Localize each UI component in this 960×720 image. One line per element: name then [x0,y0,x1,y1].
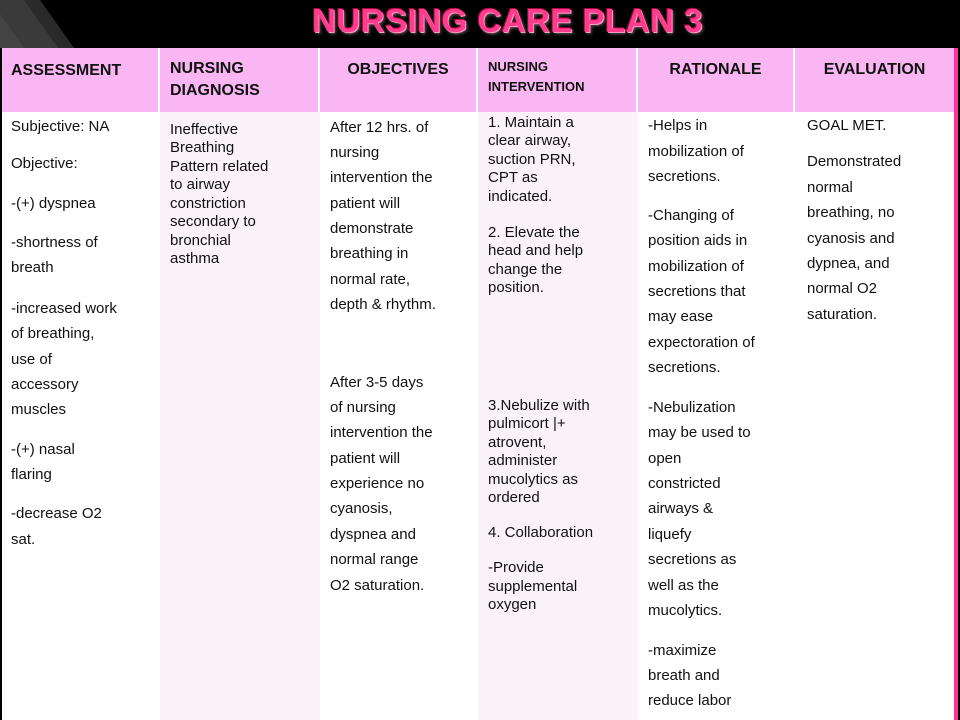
intervention-3-line1: 3.Nebulize with [488,397,590,414]
intervention-3-line6: ordered [488,489,540,506]
intervention-4: 4. Collaboration [488,524,594,541]
objective-2-line6: cyanosis, [330,500,393,517]
objective-1-line1: After 12 hrs. of [330,119,429,136]
assessment-cell [2,112,160,720]
objective-1-line6: breathing in [330,245,409,262]
assessment-wob-line2: of breathing, [11,325,95,342]
assessment-wob-line4: accessory [11,376,79,393]
assessment-wob-line1: -increased work [11,300,117,317]
rationale-2-line4: secretions that [648,283,746,300]
header-diagnosis-label [170,58,310,102]
header-objectives [320,48,478,112]
column-objectives [320,48,478,720]
rationale-3-line7: secretions as [648,551,737,568]
header-intervention-label [488,57,628,97]
objective-2-line1: After 3-5 days [330,374,424,391]
rationale-1-line2: mobilization of [648,143,744,160]
diagnosis-line8: asthma [170,250,220,267]
header-rationale-label: RATIONALE [669,61,762,78]
intervention-5-line3: oxygen [488,596,537,613]
intervention-2-line3: change the [488,261,563,278]
intervention-1-line1: 1. Maintain a [488,114,574,131]
diagnosis-line2: Breathing [170,139,235,156]
evaluation-goal: GOAL MET. [807,117,887,134]
header-assessment-label: ASSESSMENT [11,62,122,79]
objective-1-line4: patient will [330,195,401,212]
intervention-2-line4: position. [488,279,544,296]
care-plan-table [2,48,954,720]
assessment-wob-line3: use of [11,351,52,368]
rationale-1-line1: -Helps in [648,117,708,134]
evaluation-line6: normal O2 [807,280,878,297]
rationale-3-line6: liquefy [648,526,692,543]
evaluation-line1: Demonstrated [807,153,902,170]
intervention-1-line3: suction PRN, [488,151,576,168]
evaluation-line2: normal [807,179,853,196]
objective-2-line2: of nursing [330,399,396,416]
objective-2-line5: experience no [330,475,425,492]
rationale-3-line4: constricted [648,475,721,492]
rationale-3-line8: well as the [648,577,719,594]
rationale-2-line7: secretions. [648,359,721,376]
column-diagnosis [160,48,320,720]
intervention-5-line2: supplemental [488,578,578,595]
assessment-objective-label: Objective: [11,155,78,172]
assessment-o2-line1: -decrease O2 [11,505,102,522]
rationale-2-line3: mobilization of [648,258,744,275]
assessment-dyspnea: -(+) dyspnea [11,195,96,212]
diagnosis-line6: secondary to [170,213,256,230]
objectives-cell [320,112,478,720]
header-intervention-line2: INTERVENTION [488,79,585,94]
intervention-2-line2: head and help [488,242,584,259]
header-evaluation-label: EVALUATION [823,61,926,78]
intervention-1-line5: indicated. [488,188,553,205]
objective-2-line9: O2 saturation. [330,577,425,594]
intervention-cell [478,112,638,720]
column-assessment [2,48,160,720]
rationale-2-line6: expectoration of [648,334,755,351]
slide-title: NURSING CARE PLAN 3 [312,2,703,39]
intervention-1-line2: clear airway, [488,132,572,149]
header-rationale [638,48,795,112]
rationale-2-line1: -Changing of [648,207,734,224]
diagnosis-cell [160,112,320,720]
evaluation-line4: cyanosis and [807,230,895,247]
evaluation-line5: dypnea, and [807,255,890,272]
objective-1-line8: depth & rhythm. [330,296,436,313]
intervention-5-line1: -Provide [488,559,544,576]
assessment-nasal-line1: -(+) nasal [11,441,75,458]
diagnosis-line3: Pattern related [170,158,269,175]
intervention-3-line5: mucolytics as [488,471,579,488]
objective-1-line2: nursing [330,144,380,161]
header-assessment [2,48,160,112]
evaluation-cell [795,112,954,720]
diagnosis-line7: bronchial [170,232,231,249]
rationale-4-line2: breath and [648,667,720,684]
header-diagnosis [160,48,320,112]
intervention-2-line1: 2. Elevate the [488,224,580,241]
header-intervention-line1: NURSING [488,59,548,74]
objective-1-line5: demonstrate [330,220,414,237]
rationale-2-line5: may ease [648,308,714,325]
rationale-3-line3: open [648,450,682,467]
objective-1-line7: normal rate, [330,271,411,288]
assessment-nasal-line2: flaring [11,466,52,483]
evaluation-line7: saturation. [807,306,878,323]
evaluation-line3: breathing, no [807,204,895,221]
column-rationale [638,48,795,720]
header-diagnosis-line1: NURSING [170,60,244,77]
assessment-sob-line2: breath [11,259,54,276]
assessment-o2-line2: sat. [11,531,36,548]
objective-2-line4: patient will [330,450,401,467]
column-intervention [478,48,638,720]
assessment-sob-line1: -shortness of [11,234,98,251]
rationale-4-line3: reduce labor [648,692,732,709]
header-diagnosis-line2: DIAGNOSIS [170,82,260,99]
rationale-2-line2: position aids in [648,232,748,249]
assessment-subjective: Subjective: NA [11,118,110,135]
intervention-3-line4: administer [488,452,558,469]
rationale-3-line9: mucolytics. [648,602,723,619]
slide-accent-border [954,48,958,720]
rationale-cell [638,112,795,720]
diagnosis-line1: Ineffective [170,121,239,138]
objective-1-line3: intervention the [330,169,433,186]
intervention-3-line3: atrovent, [488,434,547,451]
diagnosis-line5: constriction [170,195,246,212]
rationale-4-line1: -maximize [648,642,717,659]
intervention-3-line2: pulmicort |+ [488,415,566,432]
objective-2-line3: intervention the [330,424,433,441]
column-evaluation [795,48,954,720]
assessment-wob-line5: muscles [11,401,67,418]
rationale-3-line5: airways & [648,500,714,517]
header-intervention [478,48,638,112]
rationale-1-line3: secretions. [648,168,721,185]
rationale-3-line2: may be used to [648,424,751,441]
diagnosis-line4: to airway [170,176,231,193]
objective-2-line8: normal range [330,551,419,568]
header-objectives-label: OBJECTIVES [347,61,449,78]
rationale-3-line1: -Nebulization [648,399,736,416]
intervention-1-line4: CPT as [488,169,538,186]
header-evaluation [795,48,954,112]
objective-2-line7: dyspnea and [330,526,416,543]
